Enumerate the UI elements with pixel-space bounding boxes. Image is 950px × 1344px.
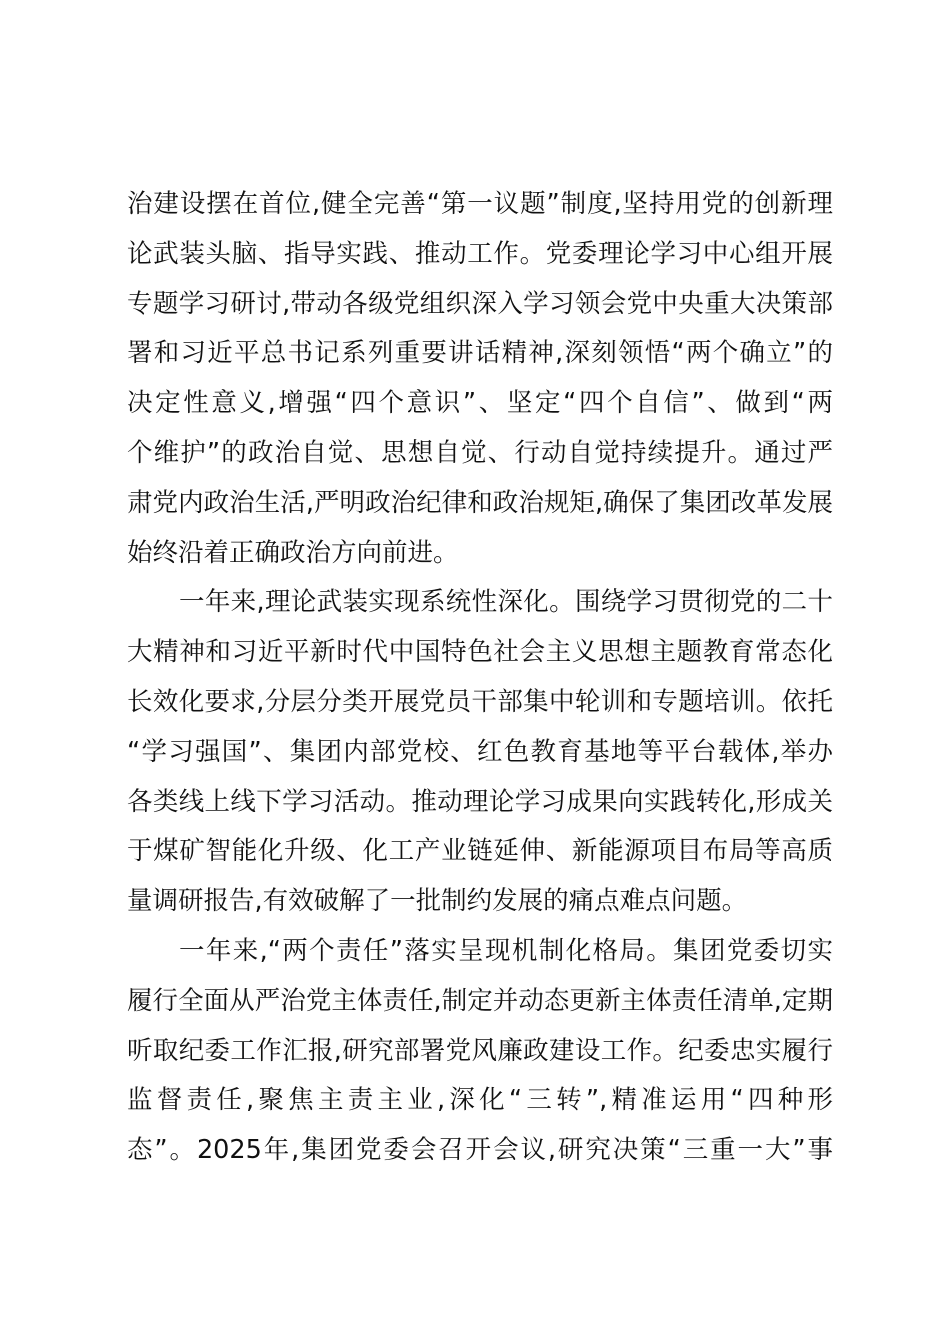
text-line: 决定性意义,增强“四个意识”、坚定“四个自信”、做到“两: [127, 388, 833, 419]
paragraph-start-line: 一年来,理论武装实现系统性深化。围绕学习贯彻党的二十: [179, 587, 833, 618]
text-line: 论武装头脑、指导实践、推动工作。党委理论学习中心组开展: [127, 238, 833, 269]
text-line: 态”。2025年,集团党委会召开会议,研究决策“三重一大”事: [127, 1135, 833, 1166]
text-line: 肃党内政治生活,严明政治纪律和政治规矩,确保了集团改革发展: [127, 487, 833, 518]
text-line: 个维护”的政治自觉、思想自觉、行动自觉持续提升。通过严: [127, 437, 833, 468]
text-line: 听取纪委工作汇报,研究部署党风廉政建设工作。纪委忠实履行: [127, 1035, 833, 1066]
text-line: 长效化要求,分层分类开展党员干部集中轮训和专题培训。依托: [127, 686, 833, 717]
text-line: 署和习近平总书记系列重要讲话精神,深刻领悟“两个确立”的: [127, 338, 833, 369]
text-line: 治建设摆在首位,健全完善“第一议题”制度,坚持用党的创新理: [127, 189, 833, 219]
document-body: [127, 180, 833, 1176]
text-line: 始终沿着正确政治方向前进。: [127, 537, 459, 568]
text-line: 大精神和习近平新时代中国特色社会主义思想主题教育常态化: [127, 637, 833, 668]
text-line: 于煤矿智能化升级、化工产业链延伸、新能源项目布局等高质: [127, 836, 833, 867]
text-line: 监督责任,聚焦主责主业,深化“三转”,精准运用“四种形: [127, 1085, 833, 1116]
text-line: “学习强国”、集团内部党校、红色教育基地等平台载体,举办: [127, 736, 833, 767]
paragraph-start-line: 一年来,“两个责任”落实呈现机制化格局。集团党委切实: [179, 935, 833, 966]
text-line: 专题学习研讨,带动各级党组织深入学习领会党中央重大决策部: [127, 288, 833, 319]
text-line: 量调研报告,有效破解了一批制约发展的痛点难点问题。: [127, 886, 748, 917]
text-line: 各类线上线下学习活动。推动理论学习成果向实践转化,形成关: [127, 786, 833, 817]
text-line: 履行全面从严治党主体责任,制定并动态更新主体责任清单,定期: [127, 985, 833, 1016]
